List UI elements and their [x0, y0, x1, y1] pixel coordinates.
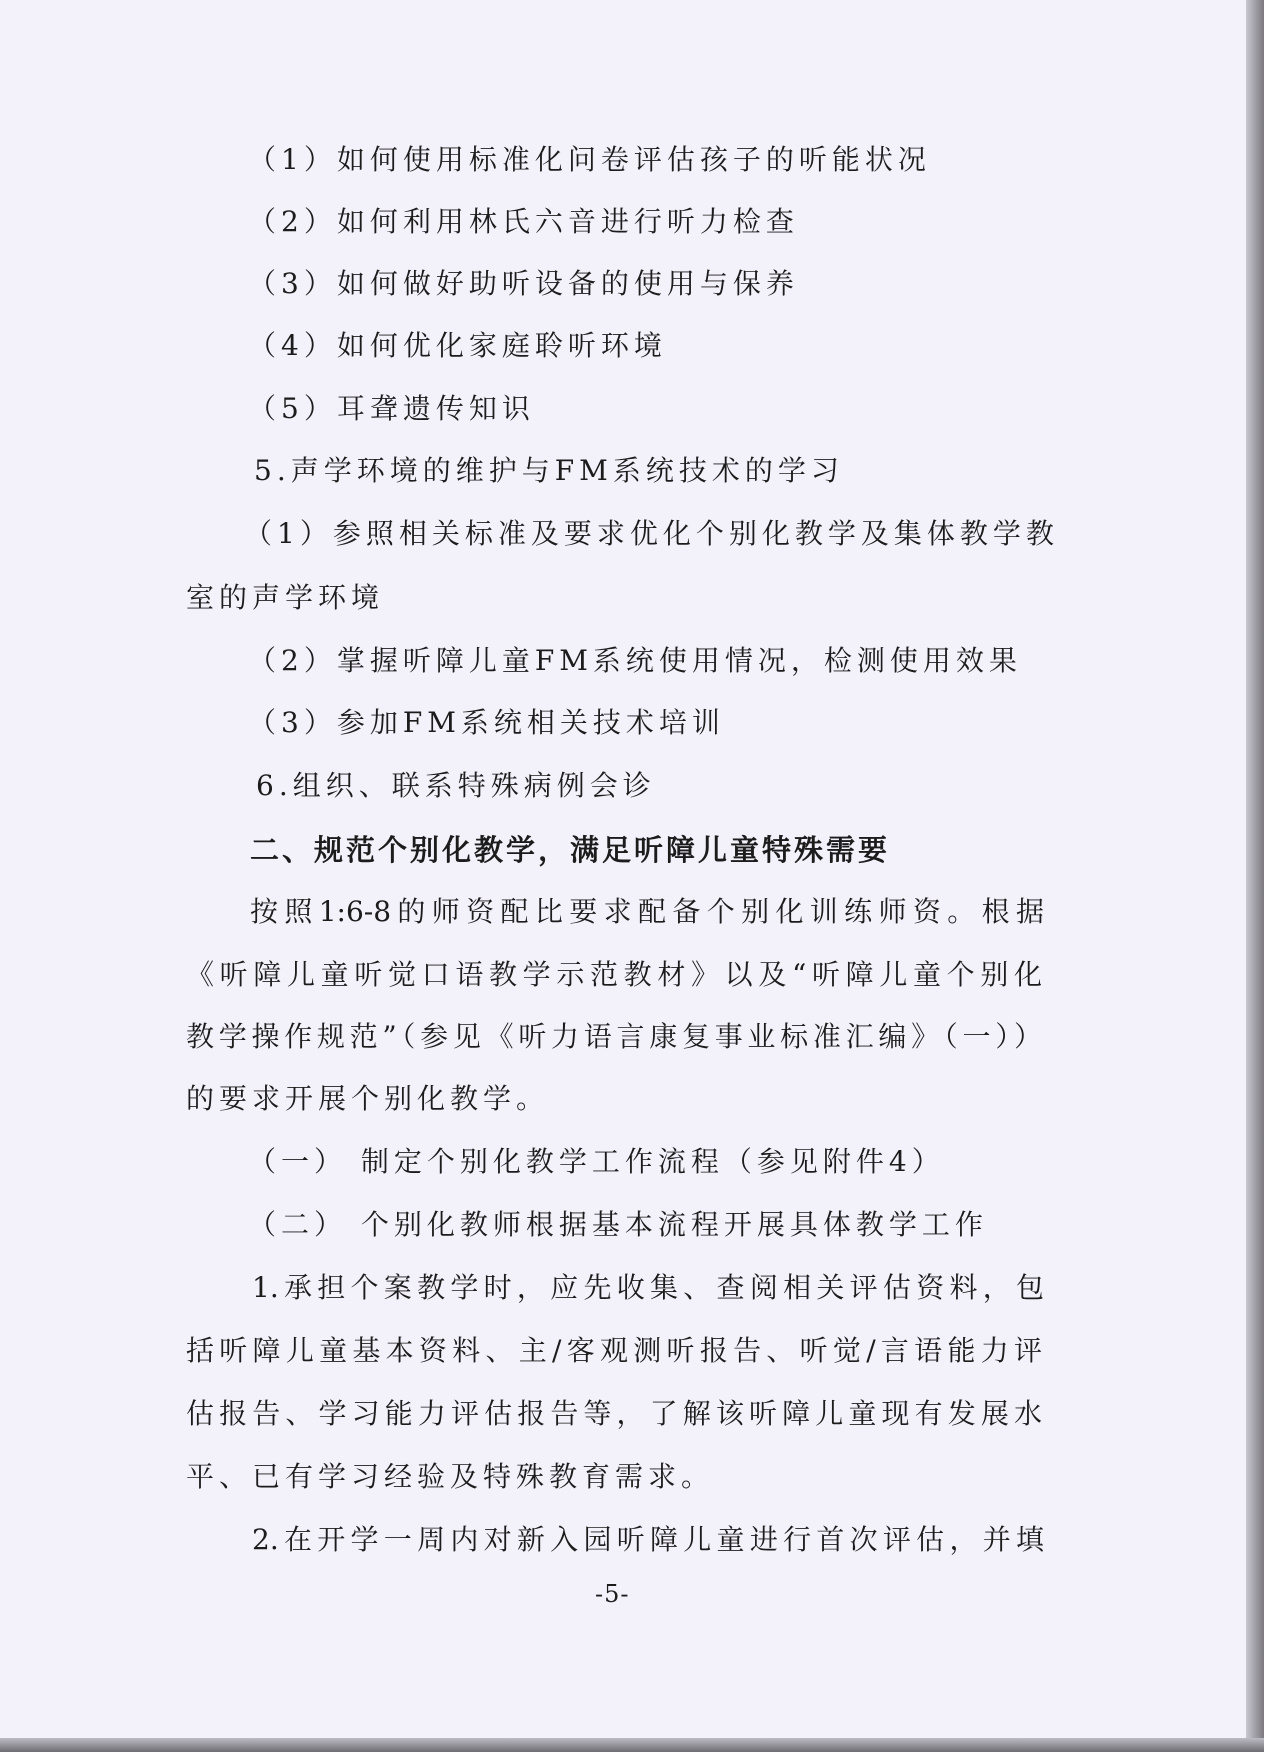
- list-item-3: （3）如何做好助听设备的使用与保养: [248, 267, 799, 300]
- section-6-title: 6.组织、联系特殊病例会诊: [256, 769, 656, 802]
- paragraph-3-line-1: 2.在开学一周内对新入园听障儿童进行首次评估，并填: [252, 1523, 1044, 1556]
- paragraph-2-line-4: 平、已有学习经验及特殊教育需求。: [186, 1460, 715, 1493]
- paragraph-2-line-1: 1.承担个案教学时，应先收集、查阅相关评估资料，包: [252, 1271, 1044, 1304]
- paragraph-1-line-2: 《听障儿童听觉口语教学示范教材》以及“听障儿童个别化: [186, 958, 1042, 991]
- section-5-title: 5.声学环境的维护与FM系统技术的学习: [254, 454, 844, 487]
- paragraph-2-line-3: 估报告、学习能力评估报告等，了解该听障儿童现有发展水: [186, 1397, 1042, 1430]
- paragraph-1-line-4: 的要求开展个别化教学。: [186, 1082, 550, 1115]
- scan-right-edge: [1246, 0, 1264, 1752]
- list-item-6b: 室的声学环境: [186, 581, 385, 614]
- list-item-6a: （1）参照相关标准及要求优化个别化教学及集体教学教: [244, 517, 1059, 550]
- list-item-1: （1）如何使用标准化问卷评估孩子的听能状况: [248, 143, 931, 176]
- paragraph-1-line-1: 按照1:6-8的师资配比要求配备个别化训练师资。根据: [250, 895, 1044, 928]
- subitem-2: （二） 个别化教师根据基本流程开展具体教学工作: [248, 1208, 988, 1241]
- list-item-8: （3）参加FM系统相关技术培训: [248, 706, 725, 739]
- section-heading: 二、规范个别化教学，满足听障儿童特殊需要: [250, 833, 891, 867]
- paragraph-1-line-3: 教学操作规范”（参见《听力语言康复事业标准汇编》（一））: [186, 1020, 1042, 1053]
- scan-bottom-edge: [0, 1738, 1264, 1752]
- page-number: -5-: [595, 1580, 630, 1608]
- list-item-2: （2）如何利用林氏六音进行听力检查: [248, 205, 799, 238]
- paragraph-2-line-2: 括听障儿童基本资料、主/客观测听报告、听觉/言语能力评: [186, 1334, 1042, 1367]
- subitem-1: （一） 制定个别化教学工作流程（参见附件4）: [248, 1145, 945, 1178]
- list-item-5: （5）耳聋遗传知识: [248, 392, 535, 425]
- list-item-4: （4）如何优化家庭聆听环境: [248, 329, 667, 362]
- list-item-7: （2）掌握听障儿童FM系统使用情况，检测使用效果: [248, 644, 1022, 677]
